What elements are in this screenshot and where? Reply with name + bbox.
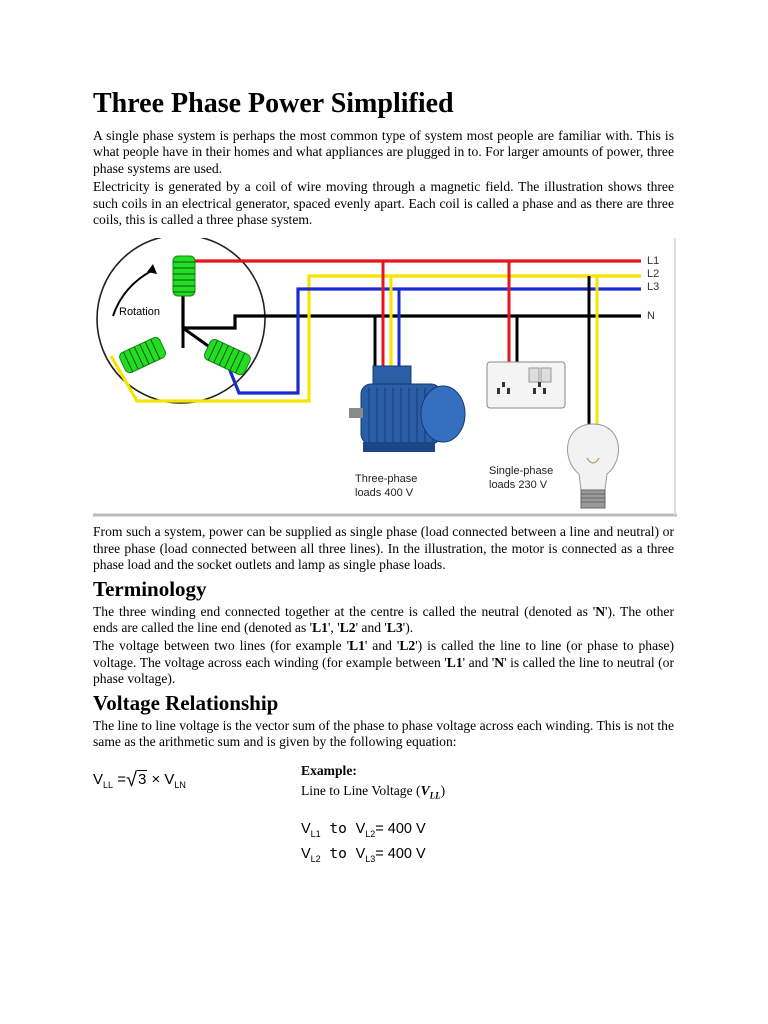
terminology-heading: Terminology <box>93 576 207 601</box>
coil-top-icon <box>173 256 195 296</box>
rotation-label: Rotation <box>119 306 160 319</box>
equation-area <box>93 761 674 871</box>
label-n: N <box>647 310 655 323</box>
three-phase-diagram <box>93 238 677 518</box>
motor-icon <box>349 366 465 452</box>
supply-paragraph: From such a system, power can be supplied as single phase (load connected between a line and neutral) or three phase (load connected between all three lines). In the illustration, the motor is connected as a three phase load and the socket outlets and lamp as single phase loads. <box>93 524 674 573</box>
example-title: Example: <box>301 762 357 778</box>
example-subtitle: Line to Line Voltage $(V_{LL})$ <box>301 782 446 801</box>
page-title: Three Phase Power Simplified <box>93 88 454 119</box>
example-row-2: $V_{L2}$ to $V_{L3}= 400$ V <box>301 846 426 864</box>
label-l3: L3 <box>647 281 660 294</box>
example-row-1: $V_{L1}$ to $V_{L2}= 400$ V <box>301 821 426 840</box>
terminology-paragraph-2: The voltage between two lines (for example 'L1' and 'L2') is called the line to line (or phase to phase) voltage. The voltage across each winding (for example between 'L1' and 'N' is called the line to neutral (or phase voltage). <box>93 638 674 687</box>
single-phase-label-line2: loads 230 V <box>489 479 548 492</box>
intro-paragraph-1: A single phase system is perhaps the most common type of system most people are familiar with. This is what people have in their homes and what appliances are plugged in to. For larger amounts of power, three phase systems are used. <box>93 128 674 176</box>
label-l1: L1 <box>647 255 660 268</box>
line-l3-wire <box>227 289 641 393</box>
example-box <box>301 761 445 870</box>
motor-label-line1: Three-phase <box>355 473 418 486</box>
light-bulb-icon <box>567 424 618 508</box>
socket-outlet-icon <box>487 362 565 408</box>
line-voltage-formula: $V_{LL} =√3 \times V_{LN}$ <box>93 768 186 791</box>
voltage-relationship-heading: Voltage Relationship <box>93 690 279 715</box>
document-content <box>93 86 674 871</box>
terminology-paragraph-1: The three winding end connected together at the centre is called the neutral (denoted as 'N'). The other ends are called the line end (denoted as 'L1', 'L2' and 'L3'). <box>93 603 674 636</box>
intro-paragraph-2: Electricity is generated by a coil of wire moving through a magnetic field. The illustration shows three such coils in an electrical generator, spaced evenly apart. Each coil is called a phase and as there are three coils, this is called a three phase system. <box>93 179 674 228</box>
motor-label-line2: loads 400 V <box>355 487 414 500</box>
line-l1-wire <box>183 261 641 274</box>
label-l2: L2 <box>647 268 660 281</box>
single-phase-label-line1: Single-phase <box>489 465 554 478</box>
voltage-paragraph: The line to line voltage is the vector sum of the phase to phase voltage across each winding. This is not the same as the arithmetic sum and is given by the following equation: <box>93 717 674 750</box>
